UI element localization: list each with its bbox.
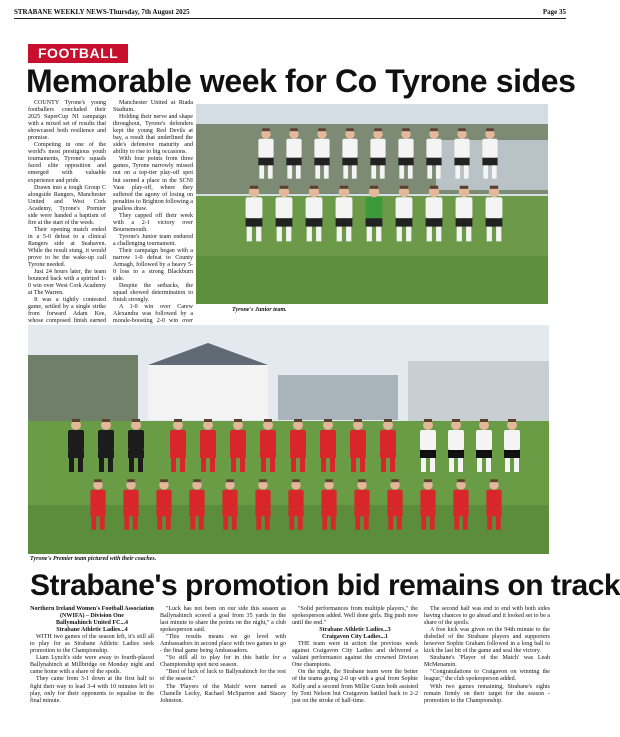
junior-team-photo-graphic [196,104,548,304]
article-paragraph: COUNTY Tyrone's young footballers concluded their 2025 SuperCup NI campaign with a mixed set of results that showcased both resilience and promise. [28,100,106,142]
article-paragraph: Liam Lynch's side were away to fourth-placed Ballynahinch at Millbridge on Monday night and came home with a share of the spoils. [30,655,154,676]
premier-team-photo-graphic [28,325,549,554]
article-paragraph: A 1-0 win over Carew Alexandra was followed by a morale-boosting 2-0 win over [113,304,193,325]
article2-column-4 [424,606,550,731]
junior-team-photo [196,104,548,304]
article-paragraph: WITH two games of the season left, it's still all to play for as Strabane Athletic Ladies seek promotion to the Championship. [30,634,154,655]
article-paragraph: Manchester United at Riada Stadium. [113,100,193,114]
article2-column-2 [160,606,286,731]
article-paragraph: They came from 3-1 down at the first half to fight their way to lead 3-4 with 10 minutes left to play, only for their opponents to equalise in the final minute. [30,676,154,704]
article-paragraph: "This results means we go level with Ambassadors in second place with two games to go - the final game being Ambassadors. [160,634,286,655]
headline-strabane-promotion: Strabane's promotion bid remains on track [30,569,620,602]
publication-line: STRABANE WEEKLY NEWS-Thursday, 7th August 2025 [14,8,190,16]
article-paragraph: Northern Ireland Women's Football Association (NWIFA) – Division One [30,606,154,620]
article-paragraph: Tyrone's Junior team endured a challenging tournament. [113,233,193,247]
article-paragraph: THE team were in action the previous week against Craigavon City Ladies and delivered a valiant performance against the crowned Divison One champions. [292,641,418,669]
article-paragraph: Their opening match ended in a 5-0 defeat to a clinical Rangers side at Seahaven. While the result stung, it would prove to be the wake-up call Tyrone needed. [28,226,106,269]
article-paragraph: "So still all to play for in this battle for a Championship spot next season. [160,655,286,669]
article-paragraph: Craigavon City Ladies...1 [321,634,388,641]
article2-column-3 [292,606,418,731]
article-paragraph: Strabane Athletic Ladies...4 [56,627,128,634]
article-paragraph: Strabane Athletic Ladies...3 [319,627,391,634]
article1-column-2 [113,100,193,350]
article-paragraph: "Congratulations to Craigavon on winning the league," the club spokesperson added. [424,669,550,683]
article-paragraph: A free kick was given on the 94th minute to the disbelief of the Strabane players and supporters however Sophie Graham followed in a long ball to kick the last bit of the game and seal the victory. [424,627,550,655]
article-paragraph: Competing in one of the world's most prestigious youth tournaments, Tyrone's squads faced elite opposition and emerged with valuable experience and pride. [28,142,106,184]
article-paragraph: Their campaign began with a narrow 1-0 defeat to County Armagh, followed by a heavy 5-0 loss to a strong Blackburn side. [113,247,193,283]
article-paragraph: They capped off their week with a 2-1 victory over Bournemouth. [113,212,193,233]
article-paragraph: Holding their nerve and shape throughout, Tyrone's defenders kept the young Red Devils at bay, a result that underlined the side's defensive maturity and ability to rise to big occasions. [113,114,193,156]
article-paragraph: The second half was end to end with both sides having chances to go ahead and it looked set to be a share of the spoils. [424,606,550,627]
article-paragraph: With four points from three games, Tyrone narrowly missed out on a top-tier play-off spot but earned a place in the SCNI Vase play-off, where they suffered the agony of losing on penalties to Brighton following a goalless draw. [113,156,193,212]
article-paragraph: "Solid performances from multiple players," the spokesperson added. Well done girls. Big push now until the end." [292,606,418,627]
article-paragraph: With two games remaining, Strabane's sights remain firmly on their target for the season - promotion to the Championship. [424,683,550,704]
junior-team-caption: Tyrone's Junior team. [232,307,287,313]
article-paragraph: Drawn into a tough Group C alongside Rangers, Manchester United and West Cork Academy, Tyrone's Premier side were handed a baptism of fire at the start of the week. [28,184,106,226]
article-paragraph: Despite the setbacks, the squad showed determination to finish strongly. [113,283,193,304]
premier-team-photo [28,325,549,554]
premier-team-caption: Tyrone's Premier team pictured with their coaches. [30,556,157,562]
headline-memorable-week: Memorable week for Co Tyrone sides [26,63,576,99]
article-paragraph: Ballymahinch United FC...4 [55,620,129,627]
article-paragraph: Just 24 hours later, the team bounced back with a spirited 1-0 win over West Cork Academy at The Warren. [28,269,106,297]
article-paragraph: Strabane's 'Player of the Match' was Leah McMenamin. [424,655,550,669]
article-paragraph: It was a tightly contested game, settled by a single strike from forward Adam Kee, whose composed finish earned [28,297,106,325]
page-header [14,5,566,19]
article-paragraph: "Luck has not been on our side this season as Ballynahinch scored a goal from 35 yards in the last minute to share the points on the night," a club spokesperson said. [160,606,286,634]
article1-column-1 [28,100,106,350]
article2-column-1 [30,606,154,731]
section-tag-football: FOOTBALL [28,44,128,63]
article-paragraph: The 'Players of the Match' were named as Chanelle Lecky, Rachael McSparron and Stacey Johnston. [160,683,286,704]
page-number: Page 35 [542,8,566,16]
article-paragraph: On the night, the Strabane team were the better of the teams going 2-0 up with a goal from Sophie Kelly and a second from Millie Gunn both assisted by Toni Nelson but Craigavon battled back to 2-2 just on the stroke of half-time. [292,669,418,704]
article-paragraph: "Best of luck of luck to Ballynahinch for the rest of the season." [160,669,286,683]
